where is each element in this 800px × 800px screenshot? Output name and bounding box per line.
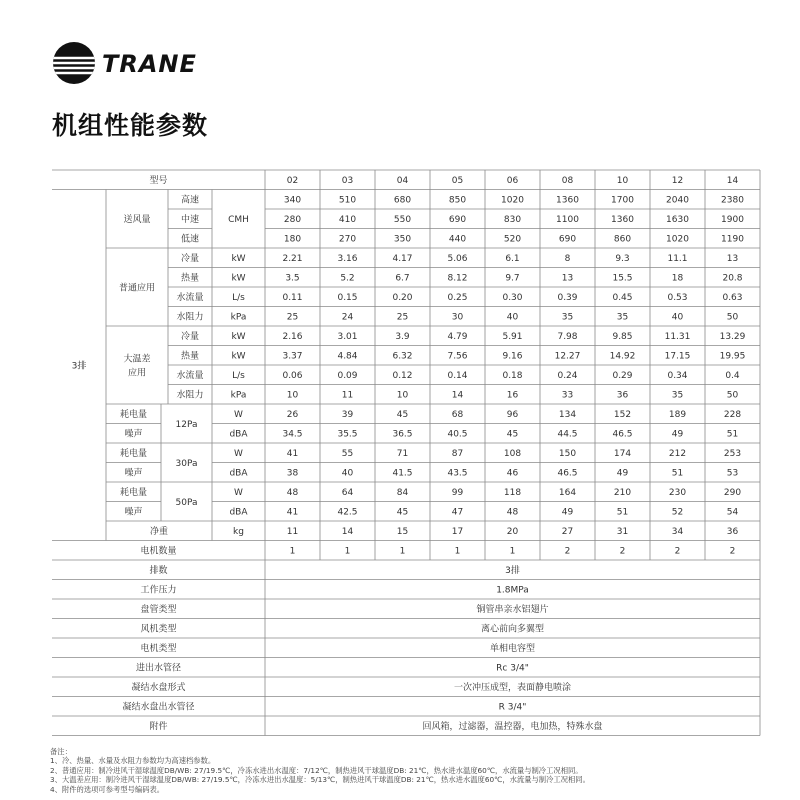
model-number: 02	[286, 176, 299, 187]
cell-value: 41	[286, 449, 299, 460]
cell-value: 68	[451, 410, 464, 421]
cell-value: 350	[393, 234, 412, 245]
cell-value: 45	[396, 410, 409, 421]
spec-label: 排数	[149, 566, 168, 577]
notes-heading: 备注：	[50, 747, 72, 756]
cell-value: 14.92	[609, 351, 636, 362]
cell-value: 50	[726, 390, 739, 401]
row-unit: kW	[231, 254, 246, 265]
row-label: 水流量	[176, 293, 204, 304]
cell-value: 830	[503, 215, 522, 226]
cell-value: 51	[726, 429, 739, 440]
spec-label: 附件	[149, 722, 168, 733]
row-unit: kW	[231, 351, 246, 362]
cell-value: 25	[396, 312, 409, 323]
cell-value: 0.34	[667, 371, 688, 382]
cell-value: 50	[726, 312, 739, 323]
cell-value: 340	[283, 195, 302, 206]
cell-value: 0.20	[392, 293, 413, 304]
row-label: 水阻力	[176, 390, 204, 401]
large-dt-group-label: 应用	[127, 368, 147, 379]
cell-value: 0.12	[392, 371, 413, 382]
cell-value: 6.7	[395, 273, 410, 284]
cell-value: 3.01	[337, 332, 358, 343]
model-number: 12	[671, 176, 684, 187]
cell-value: 13	[561, 273, 574, 284]
cell-value: 35	[561, 312, 574, 323]
cell-value: 0.18	[502, 371, 523, 382]
cell-value: 2	[729, 546, 736, 557]
cell-value: 860	[613, 234, 632, 245]
cell-value: 410	[338, 215, 357, 226]
cell-value: 290	[723, 488, 742, 499]
cell-value: 7.98	[557, 332, 578, 343]
spec-label: 风机类型	[140, 624, 177, 635]
cell-value: 52	[671, 507, 684, 518]
note-item: 3、大温差应用：制冷进风干湿球温度DB/WB: 27/19.5℃，冷冻水进出水温度：5/13℃，制热进风干球温度DB: 21℃，热水进水温度60℃，水流量与制冷工况相同。	[50, 775, 590, 785]
cell-value: 0.14	[447, 371, 468, 382]
spec-value: 离心前向多翼型	[480, 624, 545, 635]
cell-value: 49	[561, 507, 574, 518]
cell-value: 1190	[721, 234, 744, 245]
page-title: 机组性能参数	[52, 111, 209, 140]
cell-value: 45	[506, 429, 519, 440]
cell-value: 26	[286, 410, 299, 421]
cell-value: 2	[564, 546, 571, 557]
cell-value: 520	[503, 234, 522, 245]
cell-value: 51	[616, 507, 629, 518]
cell-value: 10	[286, 390, 299, 401]
cell-value: 47	[451, 507, 464, 518]
cell-value: 36.5	[392, 429, 413, 440]
cell-value: 850	[448, 195, 467, 206]
cell-value: 0.15	[337, 293, 358, 304]
cell-value: 1	[509, 546, 516, 557]
cell-value: 41	[286, 507, 299, 518]
cell-value: 0.24	[557, 371, 578, 382]
cell-value: 87	[451, 449, 464, 460]
cell-value: 550	[393, 215, 412, 226]
cell-value: 46.5	[557, 468, 578, 479]
cell-value: 6.1	[505, 254, 520, 265]
spec-value: 1.8MPa	[496, 585, 529, 596]
cell-value: 55	[341, 449, 354, 460]
cell-value: 40.5	[447, 429, 468, 440]
cell-value: 5.2	[340, 273, 355, 284]
cell-value: 118	[503, 488, 522, 499]
cell-value: 20.8	[722, 273, 743, 284]
cell-value: 48	[286, 488, 299, 499]
spec-label: 进出水管径	[135, 663, 182, 674]
cell-value: 12.27	[554, 351, 581, 362]
cell-value: 0.30	[502, 293, 523, 304]
cell-value: 2	[619, 546, 626, 557]
cell-value: 17.15	[664, 351, 691, 362]
cell-value: 46.5	[612, 429, 633, 440]
cell-value: 5.91	[502, 332, 523, 343]
cell-value: 11.31	[664, 332, 691, 343]
cell-value: 3.5	[285, 273, 300, 284]
row-label: 高速	[180, 195, 200, 206]
cell-value: 690	[448, 215, 467, 226]
cell-value: 13.29	[719, 332, 746, 343]
normal-group-label: 普通应用	[118, 283, 156, 294]
cell-value: 174	[613, 449, 632, 460]
cell-value: 270	[338, 234, 357, 245]
motor-count-label: 电机数量	[140, 546, 177, 557]
row-unit: L/s	[232, 293, 245, 304]
cell-value: 11	[286, 527, 299, 538]
cell-value: 1700	[611, 195, 634, 206]
spec-value: 单相电容型	[489, 644, 536, 655]
cell-value: 42.5	[337, 507, 358, 518]
cell-value: 1100	[556, 215, 579, 226]
row-unit: kW	[231, 332, 246, 343]
cell-value: 11.1	[667, 254, 688, 265]
spec-label: 工作压力	[140, 585, 177, 596]
spec-label: 电机类型	[140, 644, 177, 655]
note-item: 1、冷、热量、水量及水阻力参数均为高速档参数。	[50, 756, 216, 766]
cell-value: 38	[286, 468, 299, 479]
cell-value: 3.16	[337, 254, 358, 265]
cell-value: 253	[723, 449, 742, 460]
cell-value: 9.3	[615, 254, 630, 265]
brand-name: TRANE	[102, 50, 197, 78]
net-weight-label: 净重	[149, 527, 169, 538]
row-label: 水阻力	[176, 312, 204, 323]
cell-value: 0.29	[612, 371, 633, 382]
cell-value: 19.95	[719, 351, 746, 362]
cell-value: 27	[561, 527, 574, 538]
cell-value: 1020	[501, 195, 524, 206]
spec-label: 凝结水盘出水管径	[122, 702, 195, 713]
spec-value: 回风箱，过滤器，温控器，电加热，特殊水盘	[422, 722, 603, 733]
cell-value: 10	[396, 390, 409, 401]
row-label: 低速	[180, 234, 200, 245]
cell-value: 0.45	[612, 293, 633, 304]
cell-value: 280	[283, 215, 302, 226]
cell-value: 0.39	[557, 293, 578, 304]
cell-value: 230	[668, 488, 687, 499]
row-unit: kPa	[230, 312, 247, 323]
cell-value: 35	[616, 312, 629, 323]
cell-value: 40	[506, 312, 519, 323]
cell-value: 510	[338, 195, 357, 206]
cell-value: 20	[506, 527, 519, 538]
cell-value: 15	[396, 527, 409, 538]
row-unit: dBA	[229, 429, 248, 440]
static-pressure-label: 50Pa	[175, 497, 198, 508]
cell-value: 3.37	[282, 351, 303, 362]
cell-value: 9.16	[502, 351, 523, 362]
cell-value: 690	[558, 234, 577, 245]
model-number: 06	[506, 176, 519, 187]
cell-value: 1020	[666, 234, 689, 245]
cell-value: 134	[558, 410, 577, 421]
row-label: 热量	[180, 351, 200, 362]
row-label: 耗电量	[119, 410, 148, 421]
cell-value: 108	[503, 449, 522, 460]
cell-value: 40	[341, 468, 354, 479]
cell-value: 16	[506, 390, 519, 401]
cell-value: 189	[668, 410, 687, 421]
cell-value: 1	[454, 546, 461, 557]
cell-value: 0.11	[282, 293, 303, 304]
cell-value: 210	[613, 488, 632, 499]
airflow-unit: CMH	[228, 215, 249, 226]
cell-value: 15.5	[612, 273, 633, 284]
cell-value: 31	[616, 527, 629, 538]
cell-value: 99	[451, 488, 464, 499]
cell-value: 212	[668, 449, 687, 460]
cell-value: 228	[723, 410, 742, 421]
cell-value: 39	[341, 410, 354, 421]
cell-value: 49	[616, 468, 629, 479]
row-label: 耗电量	[119, 449, 148, 460]
cell-value: 4.79	[447, 332, 468, 343]
spec-value: 一次冲压成型，表面静电喷涂	[453, 683, 572, 694]
model-number: 04	[396, 176, 409, 187]
cell-value: 1360	[556, 195, 579, 206]
cell-value: 1630	[666, 215, 689, 226]
row-label: 热量	[180, 273, 200, 284]
model-header: 型号	[149, 176, 168, 187]
cell-value: 2	[674, 546, 681, 557]
row-group-label: 3排	[71, 361, 87, 372]
model-number: 14	[726, 176, 739, 187]
cell-value: 36	[616, 390, 629, 401]
cell-value: 54	[726, 507, 739, 518]
cell-value: 0.25	[447, 293, 468, 304]
cell-value: 64	[341, 488, 354, 499]
row-label: 冷量	[180, 254, 200, 265]
cell-value: 1	[289, 546, 296, 557]
cell-value: 51	[671, 468, 684, 479]
model-number: 08	[561, 176, 574, 187]
row-label: 冷量	[180, 332, 200, 343]
cell-value: 0.63	[722, 293, 743, 304]
cell-value: 46	[506, 468, 519, 479]
cell-value: 2.16	[282, 332, 303, 343]
cell-value: 1360	[611, 215, 634, 226]
spec-label: 盘管类型	[140, 605, 177, 616]
cell-value: 24	[341, 312, 354, 323]
cell-value: 49	[671, 429, 684, 440]
cell-value: 4.84	[337, 351, 358, 362]
cell-value: 96	[506, 410, 519, 421]
airflow-group-label: 送风量	[123, 215, 151, 226]
cell-value: 18	[671, 273, 684, 284]
cell-value: 9.85	[612, 332, 633, 343]
model-number: 05	[451, 176, 464, 187]
row-unit: W	[234, 488, 243, 499]
cell-value: 13	[726, 254, 739, 265]
note-item: 4、附件的选项可参考型号编码表。	[50, 784, 165, 794]
row-unit: W	[234, 449, 243, 460]
cell-value: 7.56	[447, 351, 468, 362]
cell-value: 0.4	[725, 371, 740, 382]
cell-value: 36	[726, 527, 739, 538]
cell-value: 41.5	[392, 468, 413, 479]
spec-value: 铜管串亲水铝翅片	[476, 605, 549, 616]
row-unit: L/s	[232, 371, 245, 382]
cell-value: 180	[283, 234, 302, 245]
cell-value: 0.09	[337, 371, 358, 382]
row-label: 水流量	[176, 371, 204, 382]
cell-value: 84	[396, 488, 409, 499]
cell-value: 1	[399, 546, 406, 557]
static-pressure-label: 12Pa	[175, 419, 198, 430]
row-label: 噪声	[124, 507, 143, 518]
cell-value: 2.21	[282, 254, 303, 265]
cell-value: 33	[561, 390, 574, 401]
spec-value: 3排	[505, 566, 520, 577]
row-label: 噪声	[124, 468, 143, 479]
cell-value: 14	[451, 390, 464, 401]
cell-value: 150	[558, 449, 577, 460]
row-unit: dBA	[229, 468, 248, 479]
row-unit: dBA	[229, 507, 248, 518]
cell-value: 71	[396, 449, 409, 460]
row-unit: kW	[231, 273, 246, 284]
cell-value: 53	[726, 468, 739, 479]
cell-value: 44.5	[557, 429, 578, 440]
cell-value: 4.17	[392, 254, 413, 265]
cell-value: 680	[393, 195, 412, 206]
row-unit: kg	[233, 527, 244, 538]
model-number: 03	[341, 176, 354, 187]
cell-value: 25	[286, 312, 299, 323]
cell-value: 0.06	[282, 371, 303, 382]
cell-value: 440	[448, 234, 467, 245]
cell-value: 35.5	[337, 429, 358, 440]
cell-value: 1	[344, 546, 351, 557]
cell-value: 9.7	[505, 273, 520, 284]
large-dt-group-label: 大温差	[123, 354, 151, 365]
cell-value: 164	[558, 488, 577, 499]
spec-value: R 3/4"	[498, 702, 527, 713]
notes	[50, 747, 790, 794]
cell-value: 48	[506, 507, 519, 518]
spec-label: 凝结水盘形式	[131, 683, 186, 694]
row-label: 噪声	[124, 429, 143, 440]
cell-value: 2040	[666, 195, 689, 206]
cell-value: 152	[613, 410, 632, 421]
static-pressure-label: 30Pa	[175, 458, 198, 469]
cell-value: 14	[341, 527, 354, 538]
cell-value: 6.32	[392, 351, 413, 362]
cell-value: 3.9	[395, 332, 410, 343]
cell-value: 30	[451, 312, 464, 323]
cell-value: 17	[451, 527, 464, 538]
row-label: 耗电量	[119, 488, 148, 499]
cell-value: 34.5	[282, 429, 303, 440]
cell-value: 2380	[721, 195, 744, 206]
row-label: 中速	[180, 215, 200, 226]
cell-value: 0.53	[667, 293, 688, 304]
cell-value: 11	[341, 390, 354, 401]
cell-value: 34	[671, 527, 684, 538]
spec-value: Rc 3/4"	[496, 663, 529, 674]
note-item: 2、普通应用：制冷进风干湿球温度DB/WB: 27/19.5℃，冷冻水进出水温度：7/12℃，制热进风干球温度DB: 21℃，热水进水温度60℃，水流量与制冷工况相同。	[50, 765, 583, 775]
cell-value: 8.12	[447, 273, 468, 284]
cell-value: 35	[671, 390, 684, 401]
cell-value: 1900	[721, 215, 744, 226]
model-number: 10	[616, 176, 629, 187]
row-unit: kPa	[230, 390, 247, 401]
cell-value: 43.5	[447, 468, 468, 479]
row-unit: W	[234, 410, 243, 421]
cell-value: 45	[396, 507, 409, 518]
cell-value: 8	[564, 254, 571, 265]
cell-value: 5.06	[447, 254, 468, 265]
cell-value: 40	[671, 312, 684, 323]
